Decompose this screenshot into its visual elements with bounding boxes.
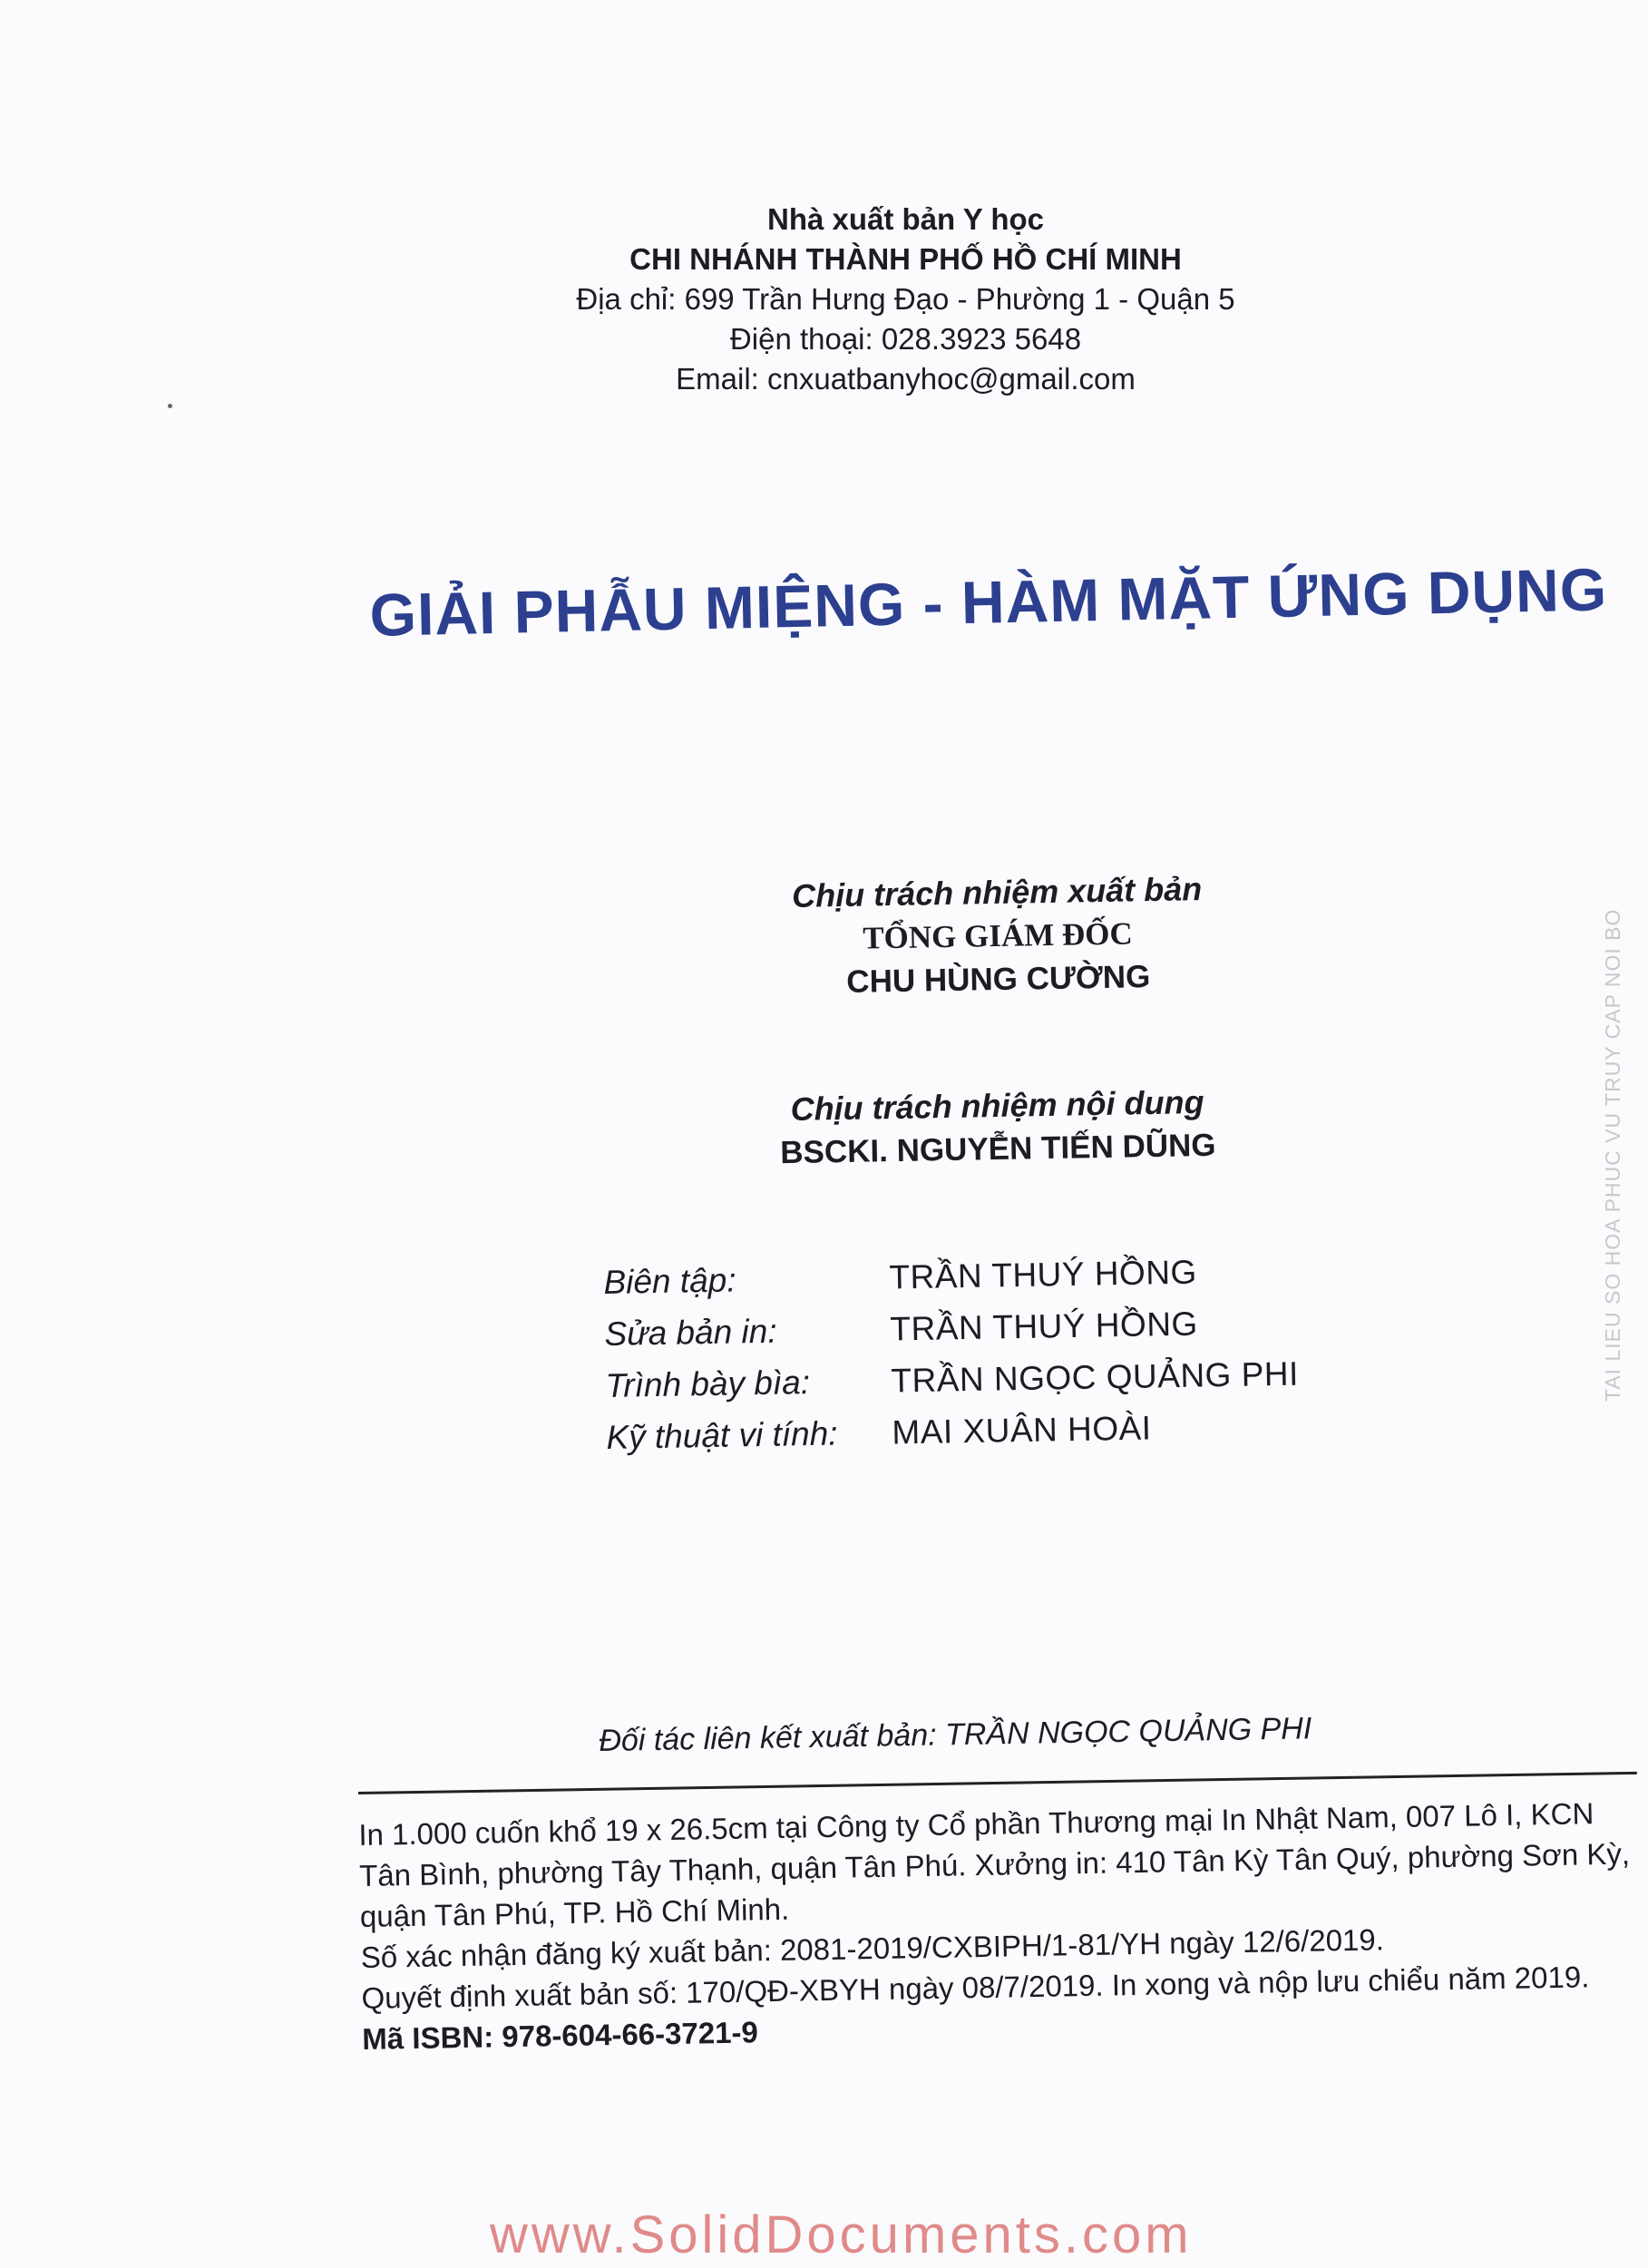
publisher-branch: CHI NHÁNH THÀNH PHỐ HỒ CHÍ MINH: [629, 242, 1182, 276]
staff-role: Sửa bản in:: [604, 1312, 777, 1353]
publishing-partner: Đối tác liên kết xuất bản: TRẦN NGỌC QUẢNG PHI: [599, 1711, 1312, 1758]
staff-list: [603, 1245, 1300, 1463]
staff-name: TRẦN THUÝ HỒNG: [889, 1253, 1198, 1296]
book-title: GIẢI PHẪU MIỆNG - HÀM MẶT ỨNG DỤNG: [368, 555, 1608, 649]
side-watermark: TAI LIEU SO HOA PHUC VU TRUY CAP NOI BO: [1601, 908, 1624, 1402]
publisher-phone: Điện thoại: 028.3923 5648: [729, 322, 1082, 356]
publishing-responsibility-label: Chịu trách nhiệm xuất bản: [791, 870, 1203, 914]
staff-role: Trình bày bìa:: [605, 1364, 811, 1404]
staff-row: [606, 1400, 1300, 1463]
divider-rule: [358, 1772, 1637, 1794]
publisher-email: Email: cnxuatbanyhoc@gmail.com: [676, 362, 1136, 396]
staff-role: Biên tập:: [603, 1261, 736, 1301]
scan-speck: [168, 404, 172, 408]
publishing-responsibility-name: CHU HÙNG CƯỜNG: [846, 959, 1151, 1000]
publishing-responsibility: [634, 865, 1361, 1008]
content-responsibility: [634, 1078, 1361, 1178]
imprint-isbn: Mã ISBN: 978-604-66-3721-9: [361, 2015, 759, 2056]
content-responsibility-label: Chịu trách nhiệm nội dung: [790, 1083, 1204, 1128]
imprint-block: [358, 1792, 1641, 2059]
staff-name: TRẦN THUÝ HỒNG: [890, 1305, 1199, 1348]
publishing-responsibility-position: TỔNG GIÁM ĐỐC: [862, 915, 1134, 956]
publisher-address: Địa chỉ: 699 Trần Hưng Đạo - Phường 1 - Quận 5: [576, 282, 1235, 316]
staff-name: MAI XUÂN HOÀI: [892, 1409, 1152, 1452]
imprint-registration: Số xác nhận đăng ký xuất bản: 2081-2019/CXBIPH/1-81/YH ngày 12/6/2019.: [360, 1922, 1385, 1974]
footer-watermark-url: www.SolidDocuments.com: [490, 2205, 1193, 2264]
imprint-print-info: In 1.000 cuốn khổ 19 x 26.5cm tại Công ty Cổ phần Thương mại In Nhật Nam, 007 Lô I, KCN Tân Bình, phường Tây Thạnh, quận Tân Phú. Xưởng in: 410 Tân Kỳ Tân Quý, phường Sơn Kỳ, quận Tân Phú, TP. Hồ Chí Minh.: [358, 1796, 1631, 1933]
publisher-block: [0, 200, 1648, 399]
publisher-name: Nhà xuất bản Y học: [766, 202, 1045, 236]
imprint-decision: Quyết định xuất bản số: 170/QĐ-XBYH ngày 08/7/2019. In xong và nộp lưu chiểu năm 2019.: [361, 1960, 1590, 2015]
staff-name: TRẦN NGỌC QUẢNG PHI: [891, 1354, 1300, 1400]
staff-role: Kỹ thuật vi tính:: [606, 1414, 838, 1456]
content-responsibility-name: BSCKI. NGUYỄN TIẾN DŨNG: [779, 1127, 1216, 1171]
